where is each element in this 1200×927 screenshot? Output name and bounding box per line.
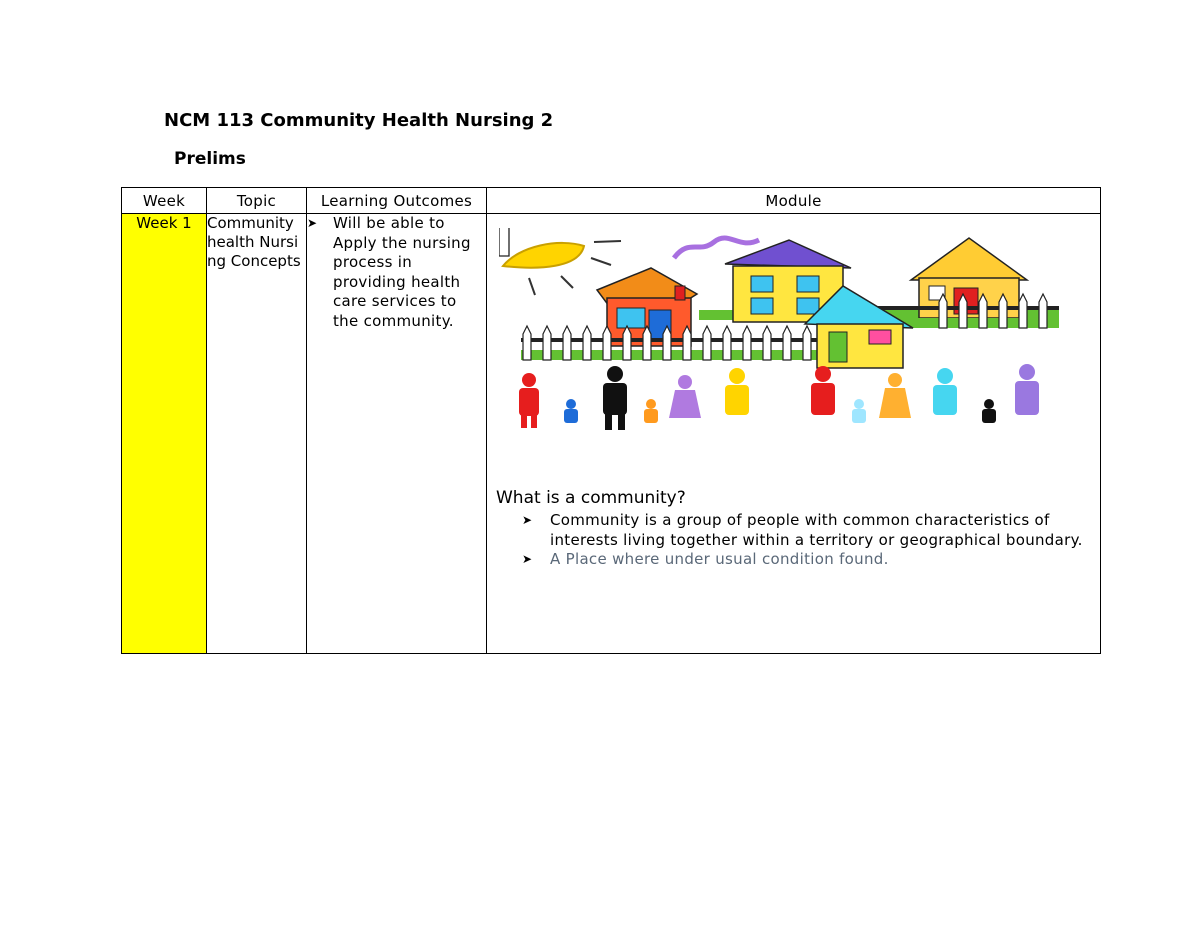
column-header-module: Module: [487, 188, 1101, 214]
table-header-row: [122, 188, 1101, 214]
module-bullet: [522, 511, 1092, 550]
week-label: Week 1: [136, 214, 192, 232]
column-header-topic: Topic: [207, 188, 307, 214]
column-header-learning-outcomes: Learning Outcomes: [307, 188, 487, 214]
topic-cell: [207, 214, 307, 654]
arrowhead-bullet-icon: ➤: [307, 216, 318, 230]
community-illustration: [499, 228, 1059, 458]
module-bullet-text: Community is a group of people with common characteristics of interests living together within a territory or geographical boundary.: [550, 511, 1083, 549]
document-title: NCM 113 Community Health Nursing 2: [164, 110, 554, 131]
module-bullet-list: [522, 511, 1092, 570]
module-cell: [487, 214, 1101, 654]
section-subtitle: Prelims: [174, 149, 246, 169]
module-bullet: [522, 550, 1092, 570]
table-row: [122, 214, 1101, 654]
column-header-week: Week: [122, 188, 207, 214]
arrowhead-bullet-icon: ➤: [522, 552, 533, 566]
course-table: [121, 187, 1101, 654]
arrowhead-bullet-icon: ➤: [522, 513, 533, 527]
people-holding-hands: [519, 364, 1039, 430]
learning-outcome-cell: [307, 214, 487, 654]
module-heading: What is a community?: [496, 488, 686, 508]
module-bullet-text: A Place where under usual condition found.: [550, 550, 889, 568]
outcome-bullet: [307, 214, 486, 331]
outcome-text: Will be able to Apply the nursing process in providing health care services to the community.: [333, 214, 471, 330]
week-cell: [122, 214, 207, 654]
topic-text: Community health Nursing Concepts: [207, 214, 301, 270]
